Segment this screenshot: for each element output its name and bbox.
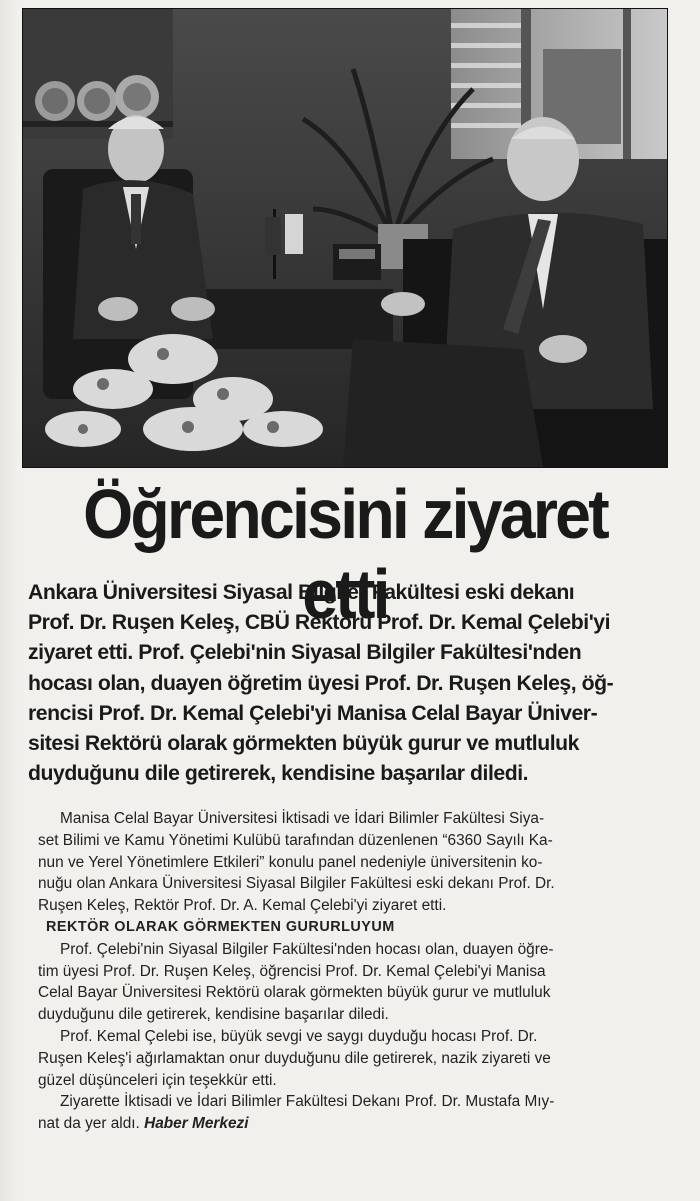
lead-line: duyduğunu dile getirerek, kendisine başarılar diledi.	[28, 762, 529, 786]
headline: Öğrencisini ziyaret etti	[83, 475, 607, 633]
lead-line: Prof. Dr. Ruşen Keleş, CBÜ Rektörü Prof. Dr. Kemal Çelebi'yi	[28, 611, 611, 635]
page-margin	[0, 0, 18, 1201]
body-line: Celal Bayar Üniversitesi Rektörü olarak görmekten büyük gurur ve mutluluk	[38, 984, 551, 1002]
lead-line: hocası olan, duayen öğretim üyesi Prof. Dr. Ruşen Keleş, öğ-	[28, 671, 614, 695]
body-line: nun ve Yerel Yönetimlere Etkileri” konulu panel nedeniyle üniversitenin ko-	[38, 853, 543, 871]
lead-line: rencisi Prof. Dr. Kemal Çelebi'yi Manisa Celal Bayar Üniver-	[28, 701, 598, 725]
lead-line: ziyaret etti. Prof. Çelebi'nin Siyasal Bilgiler Fakültesi'nden	[28, 641, 582, 665]
body-line: nuğu olan Ankara Üniversitesi Siyasal Bilgiler Fakültesi eski dekanı Prof. Dr.	[38, 875, 555, 893]
body-line: Ruşen Keleş'i ağırlamaktan onur duyduğunu dile getirerek, nazik ziyareti ve	[38, 1049, 551, 1067]
photo-illustration	[23, 9, 667, 467]
body-line: duyduğunu dile getirerek, kendisine başarılar diledi.	[38, 1006, 389, 1024]
body-line: Ruşen Keleş, Rektör Prof. Dr. A. Kemal Çelebi'yi ziyaret etti.	[38, 897, 447, 915]
signature: Haber Merkezi	[144, 1115, 249, 1133]
body-line: Prof. Kemal Çelebi ise, büyük sevgi ve saygı duyduğu hocası Prof. Dr.	[60, 1027, 538, 1045]
lead-line: sitesi Rektörü olarak görmekten büyük gurur ve mutluluk	[28, 732, 579, 756]
body-line: set Bilimi ve Kamu Yönetimi Kulübü tarafından düzenlenen “6360 Sayılı Ka-	[38, 831, 553, 849]
body-line: Ziyarette İktisadi ve İdari Bilimler Fakültesi Dekanı Prof. Dr. Mustafa Mıy-	[60, 1093, 555, 1111]
lead-line: Ankara Üniversitesi Siyasal Bilgiler Fakültesi eski dekanı	[28, 581, 575, 604]
article-body	[38, 808, 668, 1135]
body-line-with-signature	[38, 1113, 668, 1135]
news-clipping	[22, 0, 668, 1201]
body-text: nat da yer aldı.	[38, 1115, 140, 1133]
body-line: Prof. Çelebi'nin Siyasal Bilgiler Fakültesi'nden hocası olan, duayen öğre-	[60, 940, 554, 958]
article-photo	[22, 8, 668, 468]
subheading: REKTÖR OLARAK GÖRMEKTEN GURURLUYUM	[46, 918, 395, 935]
body-line: tim üyesi Prof. Dr. Ruşen Keleş, öğrencisi Prof. Dr. Kemal Çelebi'yi Manisa	[38, 962, 546, 980]
body-line: güzel düşünceleri için teşekkür etti.	[38, 1071, 277, 1089]
body-line: Manisa Celal Bayar Üniversitesi İktisadi ve İdari Bilimler Fakültesi Siya-	[60, 810, 545, 827]
lead-paragraph	[28, 578, 668, 789]
